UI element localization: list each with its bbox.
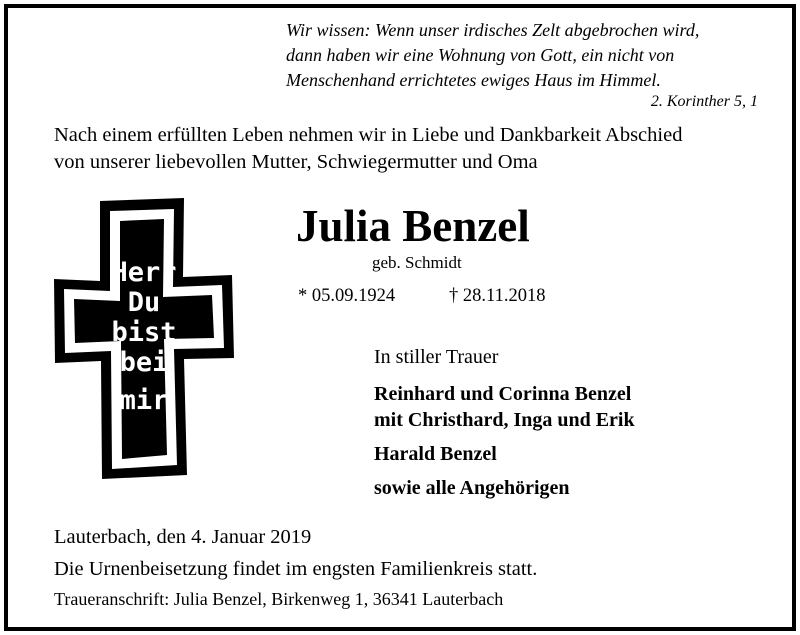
mourner-family-1	[374, 381, 635, 433]
mourning-heading: In stiller Trauer	[374, 346, 499, 368]
mourning-address: Traueranschrift: Julia Benzel, Birkenweg 1, 36341 Lauterbach	[54, 589, 504, 609]
death-date: † 28.11.2018	[449, 286, 546, 306]
cross-text-line: mir	[119, 385, 169, 416]
intro-line: von unserer liebevollen Mutter, Schwiegermutter und Oma	[54, 151, 538, 173]
intro-text	[54, 122, 682, 176]
intro-line: Nach einem erfüllten Leben nehmen wir in Liebe und Dankbarkeit Abschied	[54, 124, 683, 146]
bible-verse	[286, 18, 699, 93]
cross-text-line: Herr	[111, 257, 177, 288]
cross-text-line: bist	[111, 317, 177, 348]
mourner-others: sowie alle Angehörigen	[374, 477, 570, 499]
birth-date: * 05.09.1924	[298, 286, 396, 306]
verse-line: Menschenhand errichtetes ewiges Haus im Himmel.	[286, 70, 661, 90]
mourner-line: mit Christhard, Inga und Erik	[374, 409, 635, 431]
burial-note: Die Urnenbeisetzung findet im engsten Familienkreis statt.	[54, 558, 538, 580]
verse-reference: 2. Korinther 5, 1	[650, 93, 758, 110]
deceased-name: Julia Benzel	[296, 201, 530, 251]
cross-text-line: bei	[119, 347, 169, 378]
place-date: Lauterbach, den 4. Januar 2019	[54, 526, 312, 548]
verse-line: dann haben wir eine Wohnung von Gott, ein nicht von	[286, 45, 675, 65]
mourner-family-2: Harald Benzel	[374, 443, 497, 465]
verse-line: Wir wissen: Wenn unser irdisches Zelt abgebrochen wird,	[286, 20, 700, 40]
cross-text-line: Du	[127, 287, 161, 318]
cross-icon	[50, 193, 236, 481]
mourner-line: Reinhard und Corinna Benzel	[374, 383, 632, 405]
maiden-name: geb. Schmidt	[372, 253, 462, 272]
